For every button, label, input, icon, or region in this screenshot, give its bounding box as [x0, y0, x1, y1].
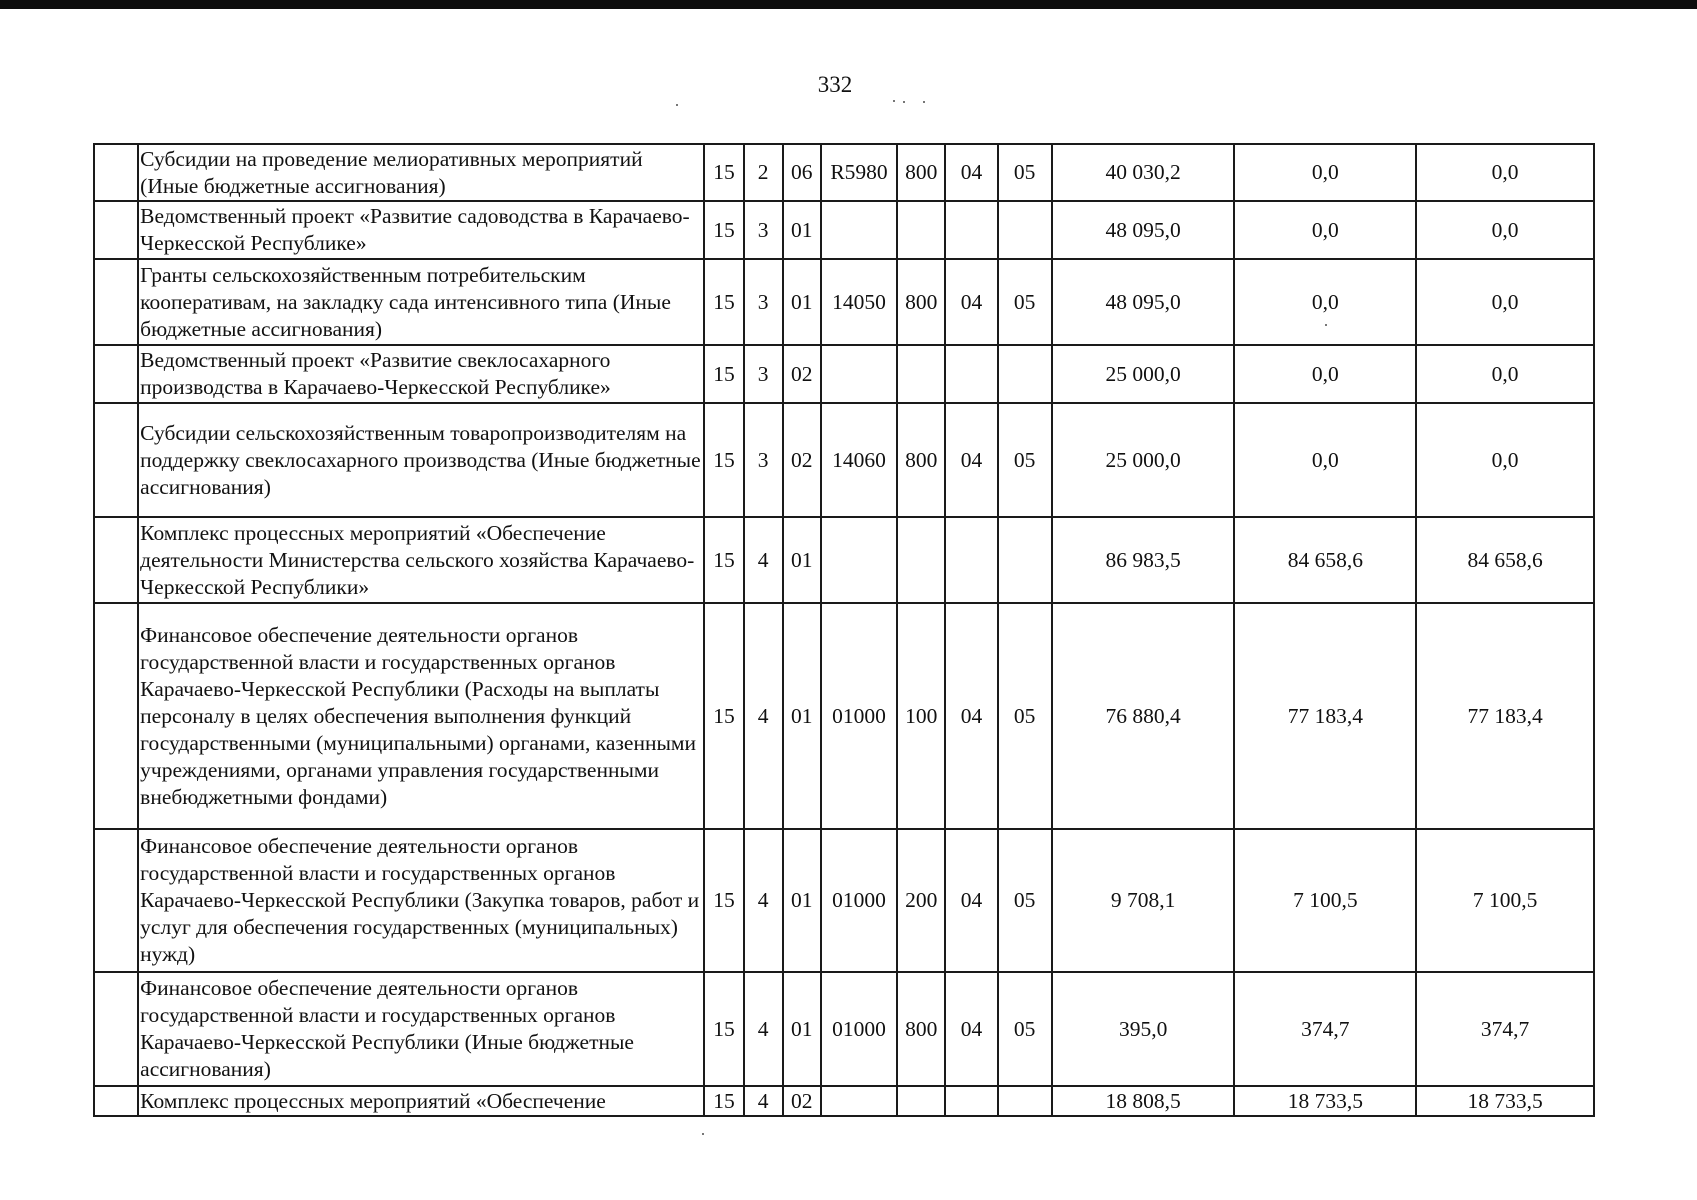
subsection-cell: 05 — [998, 603, 1052, 829]
structural-element-cell: 01 — [783, 829, 821, 972]
amount-year-1-cell: 48 095,0 — [1052, 201, 1235, 259]
section-cell — [945, 201, 997, 259]
structural-element-cell: 01 — [783, 259, 821, 345]
program-code-cell: 15 — [704, 517, 743, 603]
target-article-cell — [821, 1086, 897, 1116]
structural-element-cell: 02 — [783, 345, 821, 403]
expense-name-cell: Финансовое обеспечение деятельности органов государственной власти и государственных органов Карачаево-Черкесской Республики (Расходы на выплаты персоналу в целях обеспечения выполнения функций государственными (муниципальными) органами, казенными учреждениями, органами управления государственными внебюджетными фондами) — [138, 603, 704, 829]
amount-year-2-cell: 84 658,6 — [1234, 517, 1416, 603]
table-body — [94, 144, 1594, 1116]
section-cell: 04 — [945, 144, 997, 201]
expense-kind-cell: 800 — [897, 403, 945, 517]
subsection-cell: 05 — [998, 259, 1052, 345]
amount-year-1-cell: 9 708,1 — [1052, 829, 1235, 972]
target-article-cell — [821, 345, 897, 403]
table-row — [94, 144, 1594, 201]
program-code-cell: 15 — [704, 345, 743, 403]
table-row — [94, 201, 1594, 259]
section-cell: 04 — [945, 603, 997, 829]
target-article-cell: 14050 — [821, 259, 897, 345]
amount-year-2-cell: 0,0 — [1234, 345, 1416, 403]
target-article-cell: 01000 — [821, 972, 897, 1086]
scan-speck — [903, 101, 905, 103]
expense-kind-cell: 200 — [897, 829, 945, 972]
section-cell: 04 — [945, 829, 997, 972]
expense-kind-cell: 800 — [897, 972, 945, 1086]
structural-element-cell: 01 — [783, 972, 821, 1086]
table-row — [94, 829, 1594, 972]
structural-element-cell: 06 — [783, 144, 821, 201]
row-index-cell — [94, 829, 138, 972]
structural-element-cell: 02 — [783, 1086, 821, 1116]
expense-kind-cell: 800 — [897, 259, 945, 345]
table-row — [94, 603, 1594, 829]
row-index-cell — [94, 1086, 138, 1116]
target-article-cell: 01000 — [821, 603, 897, 829]
section-cell: 04 — [945, 403, 997, 517]
amount-year-2-cell: 77 183,4 — [1234, 603, 1416, 829]
program-code-cell: 15 — [704, 1086, 743, 1116]
row-index-cell — [94, 144, 138, 201]
amount-year-1-cell: 25 000,0 — [1052, 345, 1235, 403]
subprogram-code-cell: 3 — [744, 345, 783, 403]
row-index-cell — [94, 517, 138, 603]
amount-year-3-cell: 0,0 — [1416, 345, 1594, 403]
amount-year-1-cell: 18 808,5 — [1052, 1086, 1235, 1116]
expense-name-cell: Субсидии сельскохозяйственным товаропроизводителям на поддержку свеклосахарного производства (Иные бюджетные ассигнования) — [138, 403, 704, 517]
structural-element-cell: 01 — [783, 603, 821, 829]
subsection-cell — [998, 345, 1052, 403]
subsection-cell: 05 — [998, 829, 1052, 972]
expense-kind-cell — [897, 201, 945, 259]
table-row — [94, 1086, 1594, 1116]
program-code-cell: 15 — [704, 403, 743, 517]
target-article-cell: 14060 — [821, 403, 897, 517]
table-row — [94, 345, 1594, 403]
amount-year-2-cell: 374,7 — [1234, 972, 1416, 1086]
scan-speck — [702, 1133, 704, 1135]
section-cell — [945, 517, 997, 603]
amount-year-1-cell: 48 095,0 — [1052, 259, 1235, 345]
expense-name-cell: Комплекс процессных мероприятий «Обеспечение — [138, 1086, 704, 1116]
structural-element-cell: 01 — [783, 201, 821, 259]
amount-year-2-cell: 18 733,5 — [1234, 1086, 1416, 1116]
structural-element-cell: 02 — [783, 403, 821, 517]
section-cell: 04 — [945, 259, 997, 345]
subsection-cell — [998, 201, 1052, 259]
subsection-cell — [998, 517, 1052, 603]
row-index-cell — [94, 201, 138, 259]
expense-kind-cell: 100 — [897, 603, 945, 829]
amount-year-3-cell: 374,7 — [1416, 972, 1594, 1086]
row-index-cell — [94, 345, 138, 403]
row-index-cell — [94, 603, 138, 829]
amount-year-3-cell: 18 733,5 — [1416, 1086, 1594, 1116]
amount-year-1-cell: 86 983,5 — [1052, 517, 1235, 603]
program-code-cell: 15 — [704, 829, 743, 972]
subsection-cell: 05 — [998, 972, 1052, 1086]
section-cell — [945, 345, 997, 403]
expense-name-cell: Субсидии на проведение мелиоративных мероприятий (Иные бюджетные ассигнования) — [138, 144, 704, 201]
expense-name-cell: Финансовое обеспечение деятельности органов государственной власти и государственных органов Карачаево-Черкесской Республики (Иные бюджетные ассигнования) — [138, 972, 704, 1086]
amount-year-1-cell: 395,0 — [1052, 972, 1235, 1086]
amount-year-1-cell: 40 030,2 — [1052, 144, 1235, 201]
expense-name-cell: Финансовое обеспечение деятельности органов государственной власти и государственных органов Карачаево-Черкесской Республики (Закупка товаров, работ и услуг для обеспечения государственных (муниципальных) нужд) — [138, 829, 704, 972]
program-code-cell: 15 — [704, 259, 743, 345]
scan-speck — [1325, 324, 1327, 326]
expense-name-cell: Ведомственный проект «Развитие свеклосахарного производства в Карачаево-Черкесской Республике» — [138, 345, 704, 403]
section-cell: 04 — [945, 972, 997, 1086]
amount-year-3-cell: 0,0 — [1416, 144, 1594, 201]
table-row — [94, 259, 1594, 345]
row-index-cell — [94, 972, 138, 1086]
table-row — [94, 517, 1594, 603]
subprogram-code-cell: 4 — [744, 829, 783, 972]
expense-kind-cell — [897, 517, 945, 603]
scan-speck — [676, 104, 678, 106]
row-index-cell — [94, 259, 138, 345]
scan-top-border — [0, 0, 1697, 9]
amount-year-3-cell: 0,0 — [1416, 259, 1594, 345]
amount-year-2-cell: 0,0 — [1234, 144, 1416, 201]
scan-speck — [923, 101, 925, 103]
amount-year-3-cell: 84 658,6 — [1416, 517, 1594, 603]
amount-year-2-cell: 7 100,5 — [1234, 829, 1416, 972]
amount-year-3-cell: 0,0 — [1416, 403, 1594, 517]
expense-name-cell: Комплекс процессных мероприятий «Обеспечение деятельности Министерства сельского хозяйства Карачаево-Черкесской Республики» — [138, 517, 704, 603]
structural-element-cell: 01 — [783, 517, 821, 603]
subprogram-code-cell: 3 — [744, 259, 783, 345]
section-cell — [945, 1086, 997, 1116]
table-row — [94, 403, 1594, 517]
subprogram-code-cell: 4 — [744, 517, 783, 603]
target-article-cell: R5980 — [821, 144, 897, 201]
subsection-cell — [998, 1086, 1052, 1116]
page-number: 332 — [817, 72, 853, 97]
subprogram-code-cell: 3 — [744, 201, 783, 259]
expense-name-cell: Гранты сельскохозяйственным потребительским кооперативам, на закладку сада интенсивного типа (Иные бюджетные ассигнования) — [138, 259, 704, 345]
subsection-cell: 05 — [998, 403, 1052, 517]
expense-kind-cell — [897, 345, 945, 403]
amount-year-2-cell: 0,0 — [1234, 403, 1416, 517]
subprogram-code-cell: 4 — [744, 1086, 783, 1116]
subprogram-code-cell: 2 — [744, 144, 783, 201]
amount-year-1-cell: 25 000,0 — [1052, 403, 1235, 517]
target-article-cell: 01000 — [821, 829, 897, 972]
budget-table — [93, 143, 1595, 1117]
program-code-cell: 15 — [704, 972, 743, 1086]
subprogram-code-cell: 4 — [744, 972, 783, 1086]
target-article-cell — [821, 517, 897, 603]
amount-year-3-cell: 0,0 — [1416, 201, 1594, 259]
amount-year-1-cell: 76 880,4 — [1052, 603, 1235, 829]
table-row — [94, 972, 1594, 1086]
row-index-cell — [94, 403, 138, 517]
subprogram-code-cell: 3 — [744, 403, 783, 517]
program-code-cell: 15 — [704, 201, 743, 259]
subprogram-code-cell: 4 — [744, 603, 783, 829]
scan-speck — [893, 100, 895, 102]
amount-year-2-cell: 0,0 — [1234, 259, 1416, 345]
amount-year-3-cell: 77 183,4 — [1416, 603, 1594, 829]
program-code-cell: 15 — [704, 144, 743, 201]
expense-kind-cell — [897, 1086, 945, 1116]
subsection-cell: 05 — [998, 144, 1052, 201]
target-article-cell — [821, 201, 897, 259]
expense-name-cell: Ведомственный проект «Развитие садоводства в Карачаево-Черкесской Республике» — [138, 201, 704, 259]
amount-year-3-cell: 7 100,5 — [1416, 829, 1594, 972]
expense-kind-cell: 800 — [897, 144, 945, 201]
program-code-cell: 15 — [704, 603, 743, 829]
amount-year-2-cell: 0,0 — [1234, 201, 1416, 259]
